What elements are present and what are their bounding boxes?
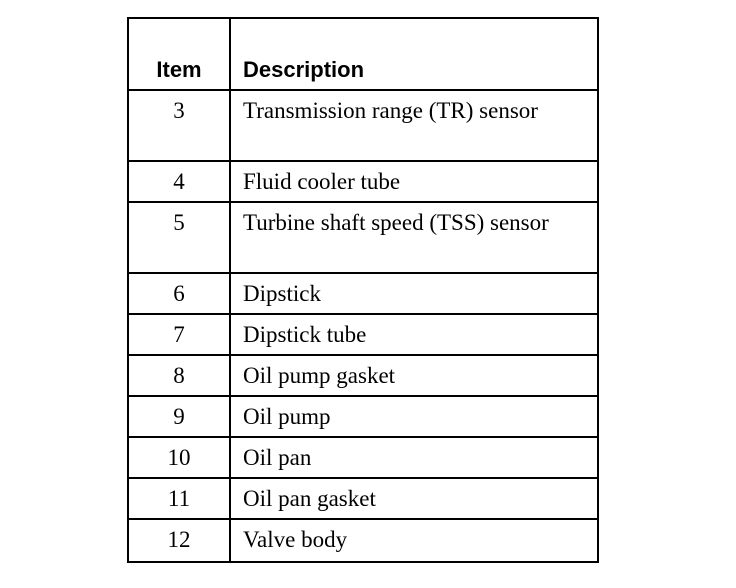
row-item-number: 3 <box>129 91 231 162</box>
header-item: Item <box>129 19 231 91</box>
row-description: Dipstick <box>231 274 597 315</box>
row-description: Oil pan gasket <box>231 479 597 520</box>
row-item-number: 12 <box>129 520 231 561</box>
row-description: Fluid cooler tube <box>231 162 597 203</box>
row-description: Oil pan <box>231 438 597 479</box>
row-item-number: 4 <box>129 162 231 203</box>
row-description: Valve body <box>243 527 348 552</box>
row-item-number: 11 <box>129 479 231 520</box>
parts-table <box>127 17 599 563</box>
row-description: Oil pump <box>231 397 597 438</box>
row-item-number: 9 <box>129 397 231 438</box>
row-description: Transmission range (TR) sensor <box>231 91 597 162</box>
row-description: Oil pump gasket <box>231 356 597 397</box>
row-item-number: 7 <box>129 315 231 356</box>
row-item-number: 6 <box>129 274 231 315</box>
row-description: Turbine shaft speed (TSS) sensor <box>231 203 597 274</box>
row-item-number: 10 <box>129 438 231 479</box>
header-description: Description <box>231 19 597 91</box>
row-description: Dipstick tube <box>231 315 597 356</box>
row-item-number: 8 <box>129 356 231 397</box>
row-item-number: 5 <box>129 203 231 274</box>
